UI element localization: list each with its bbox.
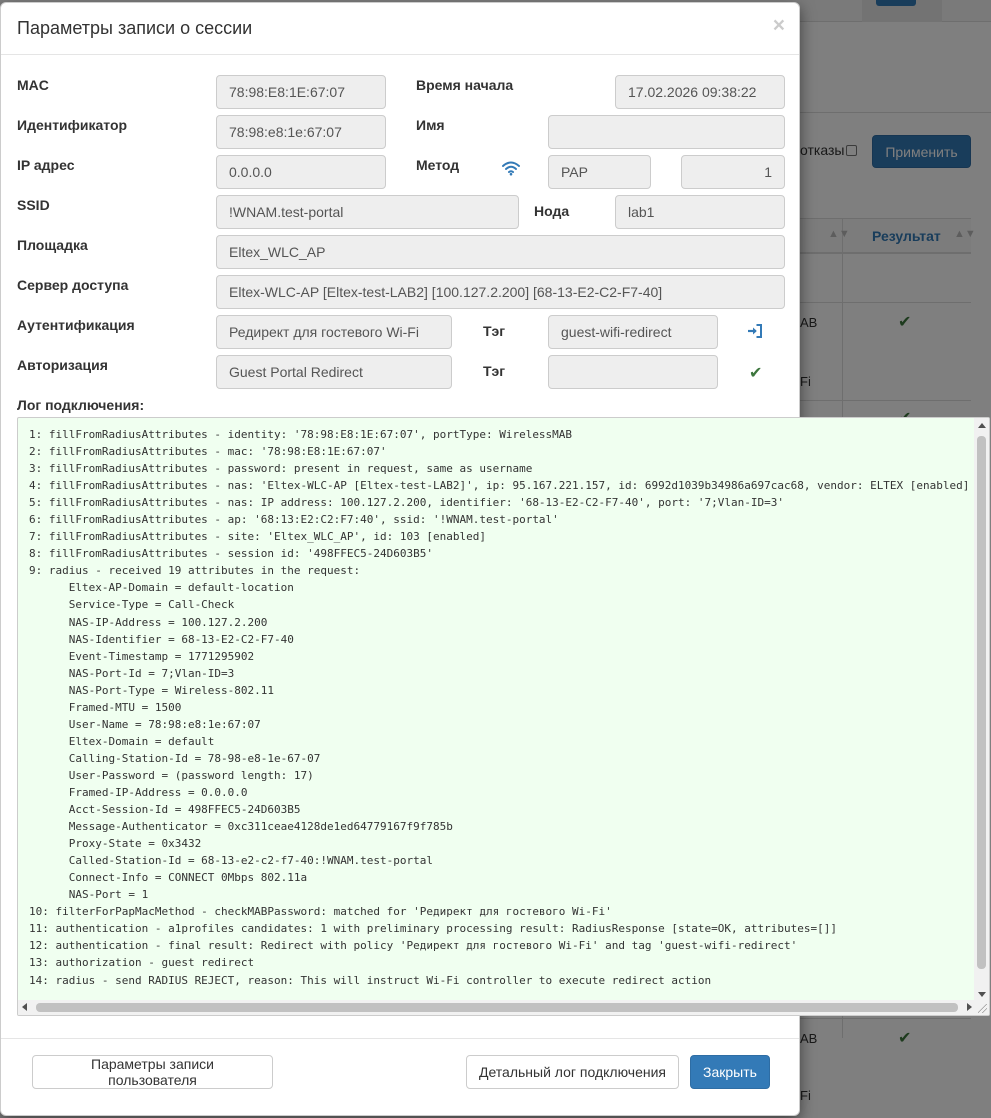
method-field[interactable]: PAP — [548, 155, 651, 189]
access-server-label: Сервер доступа — [17, 277, 129, 293]
mac-field[interactable]: 78:98:E8:1E:67:07 — [216, 75, 386, 109]
scroll-thumb[interactable] — [36, 1003, 958, 1012]
ssid-label: SSID — [17, 197, 50, 213]
login-icon[interactable] — [747, 323, 763, 339]
modal-title: Параметры записи о сессии — [17, 18, 253, 38]
authentication-field[interactable]: Редирект для гостевого Wi-Fi — [216, 315, 452, 349]
scroll-thumb[interactable] — [977, 436, 986, 969]
authorization-label: Авторизация — [17, 357, 108, 373]
site-label: Площадка — [17, 237, 88, 253]
connection-log-text: 1: fillFromRadiusAttributes - identity: '78:98:E8:1E:67:07', portType: WirelessMAB 2: fillFromRadiusAttributes - mac: '78:98:E8:1E:67:07' 3: fillFromRadiusAttributes - password: present in request, same as username 4: fillFromRadiusAttributes - nas: 'Eltex-WLC-AP [Eltex-test-LAB2]', ip: 95.167.221.157, id: 6992d1039b34986a697cac68, vendor: ELTEX [enabled] 5: fillFromRadiusAttributes - nas: IP address: 100.127.2.200, identifier: '68-13-E2-C2-F7-40', port: '7;Vlan-ID=3' 6: fillFromRadiusAttributes - ap: '68:13:E2:C2:F7:40', ssid: '!WNAM.test-portal' 7: fillFromRadiusAttributes - site: 'Eltex_WLC_AP', id: 103 [enabled] 8: fillFromRadiusAttributes - session id: '498FFEC5-24D603B5' 9: radius - received 19 attributes in the request: Eltex-AP-Domain = default-location Service-Type = Call-Check NAS-IP-Address = 100.127.2.200 NAS-Identifier = 68-13-E2-C2-F7-40 Event-Timestamp = 1771295902 NAS-Port-Id = 7;Vlan-ID=3 NAS-Port-Type = Wireless-802.11 Framed-MTU = 1500 User-Name = 78:98:e8:1e:67:07 Eltex-Domain = default Calling-Station-Id = 78-98-e8-1e-67-07 User-Password = (password length: 17) Framed-IP-Address = 0.0.0.0 Acct-Session-Id = 498FFEC5-24D603B5 Message-Authenticator = 0xc311ceae4128de1ed64779167f9f785b Proxy-State = 0x3432 Called-Station-Id = 68-13-e2-c2-f7-40:!WNAM.test-portal Connect-Info = CONNECT 0Mbps 802.11a NAS-Port = 1 10: filterForPapMacMethod - checkMABPassword: matched for 'Редирект для гостевого Wi-Fi' 11: authentication - a1profiles candidates: 1 with preliminary processing result: RadiusResponse [state=OK, attributes=[]] 12: authentication - final result: Redirect with policy 'Редирект для гостевого Wi-Fi' and tag 'guest-wifi-redirect' 13: authorization - guest redirect 14: radius - send RADIUS REJECT, reason: This will instruct Wi-Fi controller to execute redirect action — [29, 428, 970, 987]
user-record-button[interactable]: Параметры записи пользователя — [32, 1055, 273, 1089]
start-time-label: Время начала — [416, 77, 514, 93]
mac-label: MAC — [17, 77, 49, 93]
modal-header — [1, 3, 799, 55]
identifier-field[interactable]: 78:98:e8:1e:67:07 — [216, 115, 386, 149]
identifier-label: Идентификатор — [17, 117, 128, 133]
ip-field[interactable]: 0.0.0.0 — [216, 155, 386, 189]
close-button[interactable]: Закрыть — [690, 1055, 770, 1089]
method-count-field[interactable]: 1 — [681, 155, 785, 189]
authorization-tag-field[interactable] — [548, 355, 718, 389]
node-field[interactable]: lab1 — [615, 195, 785, 229]
authorization-field[interactable]: Guest Portal Redirect — [216, 355, 452, 389]
authentication-label: Аутентификация — [17, 317, 135, 333]
resize-grip-icon[interactable] — [974, 1000, 989, 1015]
log-vertical-scrollbar[interactable] — [974, 418, 989, 1002]
ssid-field[interactable]: !WNAM.test-portal — [216, 195, 519, 229]
authorization-tag-label: Тэг — [483, 363, 506, 379]
method-label: Метод — [416, 157, 460, 173]
scroll-down-icon[interactable] — [978, 992, 986, 997]
authentication-tag-label: Тэг — [483, 323, 506, 339]
ip-label: IP адрес — [17, 157, 75, 173]
start-time-field[interactable]: 17.02.2026 09:38:22 — [615, 75, 785, 109]
modal-footer — [1, 1038, 799, 1114]
site-field[interactable]: Eltex_WLC_AP — [216, 235, 785, 269]
detailed-log-button[interactable]: Детальный лог подключения — [466, 1055, 679, 1089]
log-horizontal-scrollbar[interactable] — [18, 1000, 976, 1015]
log-label: Лог подключения: — [17, 397, 145, 413]
connection-log-textarea[interactable] — [17, 417, 990, 1016]
access-server-field[interactable]: Eltex-WLC-AP [Eltex-test-LAB2] [100.127.2.200] [68-13-E2-C2-F7-40] — [216, 275, 785, 309]
authentication-tag-field[interactable]: guest-wifi-redirect — [548, 315, 718, 349]
node-label: Нода — [534, 203, 570, 219]
scroll-up-icon[interactable] — [978, 423, 986, 428]
wifi-icon — [501, 160, 521, 176]
close-icon[interactable]: × — [772, 14, 785, 37]
scroll-right-icon[interactable] — [967, 1003, 972, 1011]
name-field[interactable] — [548, 115, 785, 149]
name-label: Имя — [416, 117, 445, 133]
scroll-left-icon[interactable] — [22, 1003, 27, 1011]
check-icon: ✔ — [749, 365, 763, 382]
